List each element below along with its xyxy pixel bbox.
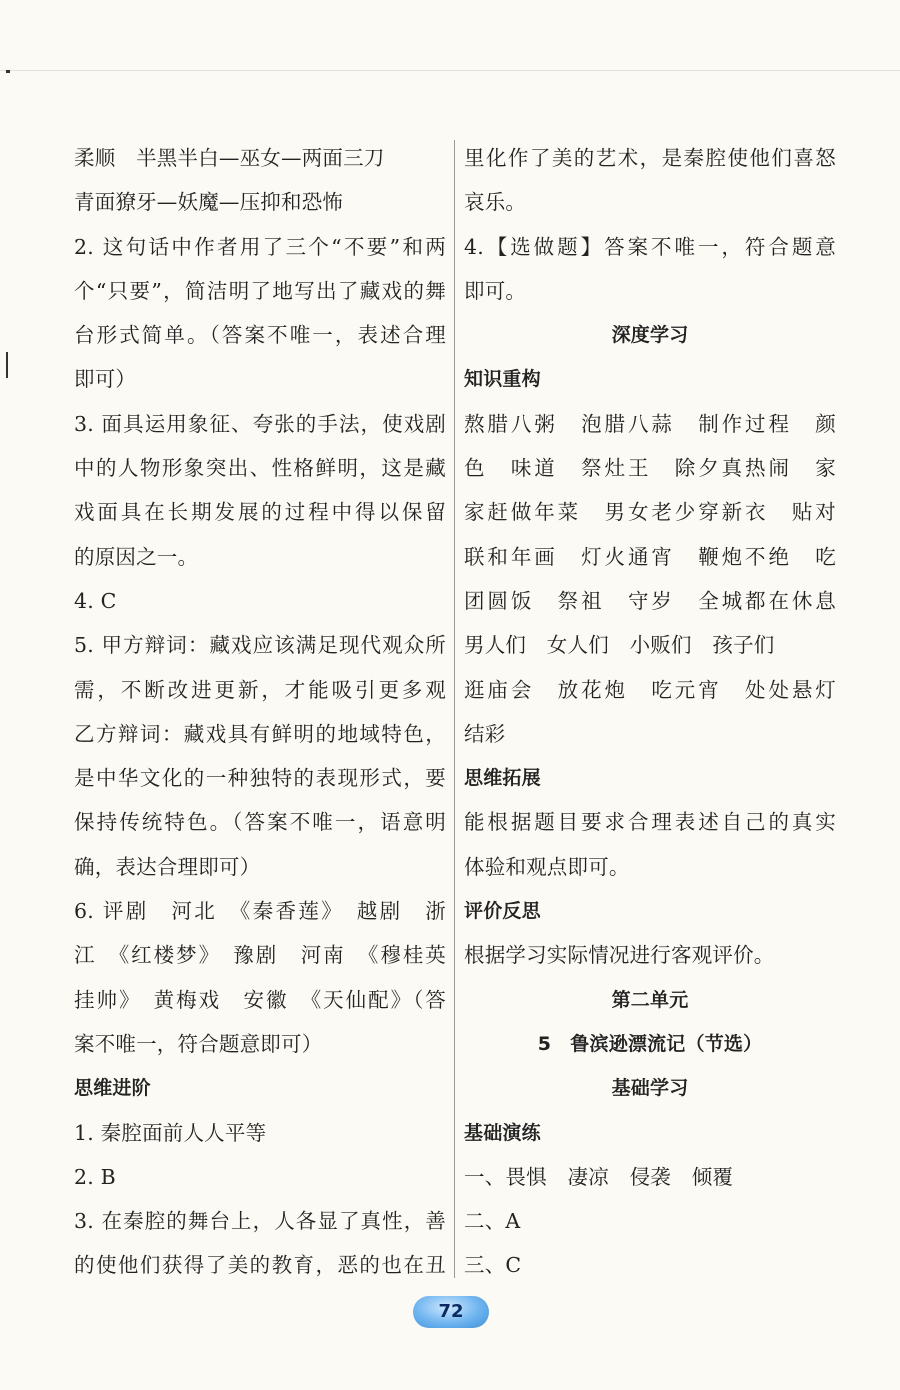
text-line: 台形式简单。（答案不唯一，表述合理 — [74, 323, 446, 348]
text-line: 4.【选做题】答案不唯一，符合题意 — [464, 234, 836, 259]
text-line: 6. 评剧 河北 《秦香莲》 越剧 浙 — [74, 899, 446, 924]
text-line: 哀乐。 — [464, 190, 527, 215]
scan-mark — [6, 70, 10, 73]
text-line: 3. 面具运用象征、夸张的手法，使戏剧 — [74, 411, 446, 436]
text-line: 男人们 女人们 小贩们 孩子们 — [464, 633, 775, 658]
text-line: 的使他们获得了美的教育，恶的也在丑 — [74, 1253, 446, 1278]
section-heading: 思维进阶 — [74, 1077, 151, 1100]
page-number-badge — [413, 1296, 489, 1328]
text-line: 能根据题目要求合理表述自己的真实 — [464, 810, 836, 835]
section-heading: 基础演练 — [464, 1121, 541, 1144]
text-line: 个“只要”，简洁明了地写出了藏戏的舞 — [74, 278, 446, 303]
text-line: 二、A — [464, 1209, 521, 1234]
text-line: 家赶做年菜 男女老少穿新衣 贴对 — [464, 500, 836, 525]
text-line: 3. 在秦腔的舞台上，人各显了真性，善 — [74, 1209, 446, 1234]
text-line: 熬腊八粥 泡腊八蒜 制作过程 颜 — [464, 411, 836, 436]
section-heading: 第二单元 — [611, 988, 689, 1011]
section-heading: 深度学习 — [611, 324, 689, 347]
text-line: 需，不断改进更新，才能吸引更多观 — [74, 677, 446, 702]
text-line: 联和年画 灯火通宵 鞭炮不绝 吃 — [464, 544, 836, 569]
text-line: 5. 甲方辩词：藏戏应该满足现代观众所 — [74, 633, 446, 658]
section-heading: 知识重构 — [464, 368, 541, 391]
text-line: 是中华文化的一种独特的表现形式，要 — [74, 766, 446, 791]
left-column — [74, 136, 446, 1288]
text-line: 2. B — [74, 1164, 116, 1189]
text-line: 4. C — [74, 588, 117, 613]
text-line: 团圆饭 祭祖 守岁 全城都在休息 — [464, 588, 836, 613]
text-line: 江 《红楼梦》 豫剧 河南 《穆桂英 — [74, 943, 446, 968]
text-line: 体验和观点即可。 — [464, 854, 630, 879]
page-top-edge — [0, 70, 900, 71]
text-line: 保持传统特色。（答案不唯一，语意明 — [74, 810, 446, 835]
text-line: 2. 这句话中作者用了三个“不要”和两 — [74, 234, 446, 259]
page-number: 72 — [438, 1301, 464, 1322]
section-heading: 评价反思 — [464, 900, 541, 923]
text-line: 柔顺 半黑半白—巫女—两面三刀 — [74, 146, 385, 170]
text-line: 根据学习实际情况进行客观评价。 — [464, 943, 775, 968]
text-line: 乙方辩词：藏戏具有鲜明的地域特色， — [74, 721, 446, 746]
text-line: 一、畏惧 凄凉 侵袭 倾覆 — [464, 1164, 734, 1189]
text-line: 即可。 — [464, 278, 527, 303]
text-line: 的原因之一。 — [74, 544, 199, 569]
text-line: 确，表达合理即可） — [74, 854, 261, 879]
right-column — [464, 136, 836, 1288]
text-line: 里化作了美的艺术，是秦腔使他们喜怒 — [464, 146, 836, 170]
column-divider — [454, 140, 455, 1278]
text-line: 青面獠牙—妖魔—压抑和恐怖 — [74, 190, 344, 215]
text-line: 即可） — [74, 367, 137, 392]
text-line: 色 味道 祭灶王 除夕真热闹 家 — [464, 456, 836, 481]
text-line: 挂帅》 黄梅戏 安徽 《天仙配》（答 — [74, 987, 446, 1012]
text-line: 逛庙会 放花炮 吃元宵 处处悬灯 — [464, 677, 836, 702]
section-heading: 基础学习 — [611, 1077, 689, 1100]
section-heading: 5 鲁滨逊漂流记（节选） — [537, 1032, 763, 1055]
text-line: 三、C — [464, 1253, 522, 1278]
text-line: 1. 秦腔面前人人平等 — [74, 1120, 267, 1145]
text-line: 结彩 — [464, 721, 506, 746]
scan-mark — [6, 352, 8, 378]
text-line: 戏面具在长期发展的过程中得以保留 — [74, 500, 446, 525]
text-line: 案不唯一，符合题意即可） — [74, 1031, 323, 1056]
text-line: 中的人物形象突出、性格鲜明，这是藏 — [74, 456, 446, 481]
section-heading: 思维拓展 — [464, 767, 541, 790]
